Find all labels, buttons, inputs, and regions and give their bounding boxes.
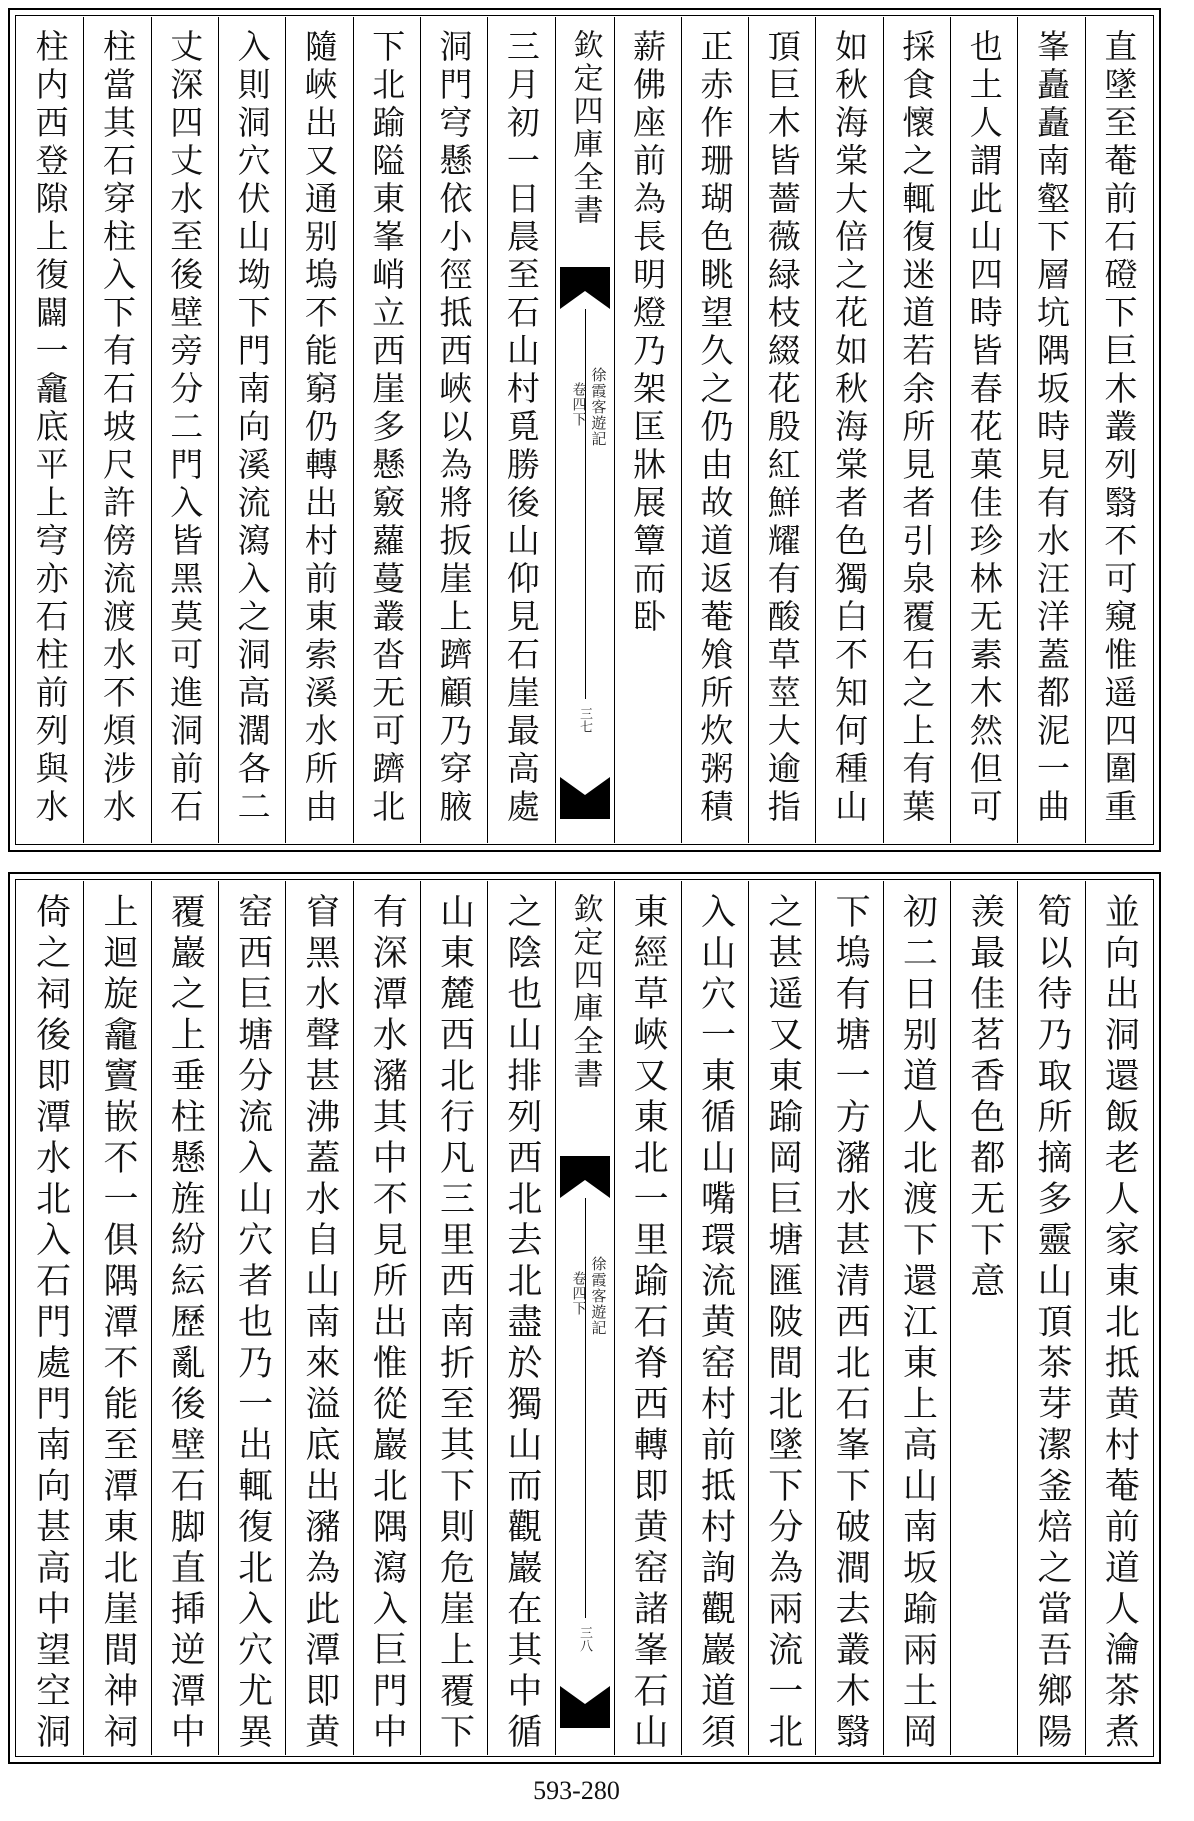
spine-leaf-number: 三七 (577, 707, 592, 733)
column-text: 上迴旋龕竇嵌不一俱隅潭不能至潭東北崖間神祠 (97, 893, 138, 1754)
column-text: 窅黑水聲甚沸蓋水自山南來溢底出瀦為此潭即黄 (299, 893, 340, 1754)
column-text: 下北踰隘東峯峭立西崖多懸竅蘿蔓叢沓无可躋北 (367, 29, 407, 827)
spine-title: 欽定四庫全書 (567, 893, 603, 1091)
page-spine (555, 17, 614, 843)
spine-book-title: 徐霞客遊記 (589, 367, 608, 447)
text-column (487, 17, 554, 843)
column-text: 三月初一日晨至石山村覓勝後山仰見石崖最高處 (501, 29, 541, 827)
column-text: 峯矗矗南壑下層坑隅坂時見有水汪洋蓋都泥一曲 (1032, 29, 1072, 827)
text-column (420, 17, 487, 843)
top-page (8, 8, 1161, 852)
spine-book-title: 徐霞客遊記 (589, 1256, 608, 1336)
text-column (353, 881, 420, 1755)
text-column (218, 17, 285, 843)
spine-divider (585, 1198, 586, 1618)
column-text: 窑西巨塘分流入山穴者也乃一出輒復北入穴尤異 (232, 893, 273, 1754)
column-text: 羡最佳茗香色都无下意 (964, 893, 1005, 1303)
bottom-page (8, 872, 1161, 1764)
text-column (614, 881, 681, 1755)
bottom-page-columns (17, 881, 1152, 1755)
column-text: 隨峽出又通别塢不能窮仍轉出村前東索溪水所由 (299, 29, 339, 827)
text-column (815, 17, 882, 843)
fishtail-mark-icon (560, 777, 610, 819)
column-text: 山東麓西北行凡三里西南折至其下則危崖上覆下 (434, 893, 475, 1754)
column-text: 下塢有塘一方瀦水甚清西北石峯下破澗去叢木翳 (830, 893, 871, 1754)
text-column (883, 17, 950, 843)
column-text: 洞門穹懸依小徑抵西峽以為將扳崖上躋顧乃穿腋 (434, 29, 474, 827)
spine-leaf-number: 三八 (577, 1626, 592, 1652)
page-spine (555, 881, 614, 1755)
spine-volume: 卷四下 (570, 1271, 587, 1316)
text-column (285, 881, 352, 1755)
text-column (83, 881, 150, 1755)
column-text: 丈深四丈水至後壁旁分二門入皆黑莫可進洞前石 (165, 29, 205, 827)
column-text: 薪佛座前為長明燈乃架匡牀展簟而卧 (628, 29, 668, 637)
column-text: 之甚遥又東踰岡巨塘匯陂間北墜下分為兩流一北 (762, 893, 803, 1754)
text-column (1017, 17, 1084, 843)
text-column (151, 881, 218, 1755)
text-column (285, 17, 352, 843)
text-column (614, 17, 681, 843)
column-text: 柱内西登隙上復闢一龕底平上穹亦石柱前列與水 (30, 29, 70, 827)
text-column (681, 17, 748, 843)
column-text: 筍以待乃取所摘多靈山頂茶芽潔釜焙之當吾鄉陽 (1032, 893, 1073, 1754)
text-column (83, 17, 150, 843)
column-text: 覆巖之上垂柱懸旌紛紜歷亂後壁石脚直揷逆潭中 (165, 893, 206, 1754)
text-column (950, 17, 1017, 843)
page-number: 593-280 (533, 1776, 620, 1805)
spine-title: 欽定四庫全書 (567, 29, 603, 227)
column-text: 如秋海棠大倍之花如秋海棠者色獨白不知何種山 (830, 29, 870, 827)
text-column (218, 881, 285, 1755)
top-page-columns (17, 17, 1152, 843)
column-text: 直墜至菴前石磴下巨木叢列翳不可窺惟遥四圍重 (1099, 29, 1139, 827)
column-text: 倚之祠後即潭水北入石門處門南向甚高中望空洞 (30, 893, 71, 1754)
text-column (748, 881, 815, 1755)
text-column (815, 881, 882, 1755)
text-column (883, 881, 950, 1755)
text-column (1085, 17, 1152, 843)
fishtail-mark-icon (560, 267, 610, 309)
text-column (17, 881, 83, 1755)
column-text: 東經草峽又東北一里踰石脊西轉即黄窑諸峯石山 (628, 893, 669, 1754)
column-text: 頂巨木皆薔薇緑枝綴花殷紅鮮耀有酸草莖大逾指 (762, 29, 802, 827)
column-text: 採食懷之輒復迷道若余所見者引泉覆石之上有葉 (897, 29, 937, 827)
text-column (151, 17, 218, 843)
text-column (487, 881, 554, 1755)
spine-volume: 卷四下 (570, 382, 587, 427)
column-text: 並向出洞還飯老人家東北抵黄村菴前道人瀹茶煮 (1099, 893, 1140, 1754)
text-column (950, 881, 1017, 1755)
column-text: 有深潭水瀦其中不見所出惟從巖北隅瀉入巨門中 (367, 893, 408, 1754)
text-column (681, 881, 748, 1755)
column-text: 入山穴一東循山嘴環流黄窑村前抵村詢觀巖道須 (695, 893, 736, 1754)
column-text: 之陰也山排列西北去北盡於獨山而觀巖在其中循 (501, 893, 542, 1754)
column-text: 正赤作珊瑚色眺望久之仍由故道返菴飧所炊粥積 (695, 29, 735, 827)
spine-divider (585, 309, 586, 699)
text-column (17, 17, 83, 843)
text-column (1017, 881, 1084, 1755)
text-column (748, 17, 815, 843)
fishtail-mark-icon (560, 1156, 610, 1198)
column-text: 初二日别道人北渡下還江東上高山南坂踰兩土岡 (897, 893, 938, 1754)
text-column (1085, 881, 1152, 1755)
fishtail-mark-icon (560, 1686, 610, 1728)
column-text: 入則洞穴伏山坳下門南向溪流瀉入之洞高濶各二 (232, 29, 272, 827)
text-column (420, 881, 487, 1755)
text-column (353, 17, 420, 843)
column-text: 也土人謂此山四時皆春花菓佳珍林无素木然但可 (964, 29, 1004, 827)
column-text: 柱當其石穿柱入下有石坡尺許傍流渡水不煩涉水 (97, 29, 137, 827)
